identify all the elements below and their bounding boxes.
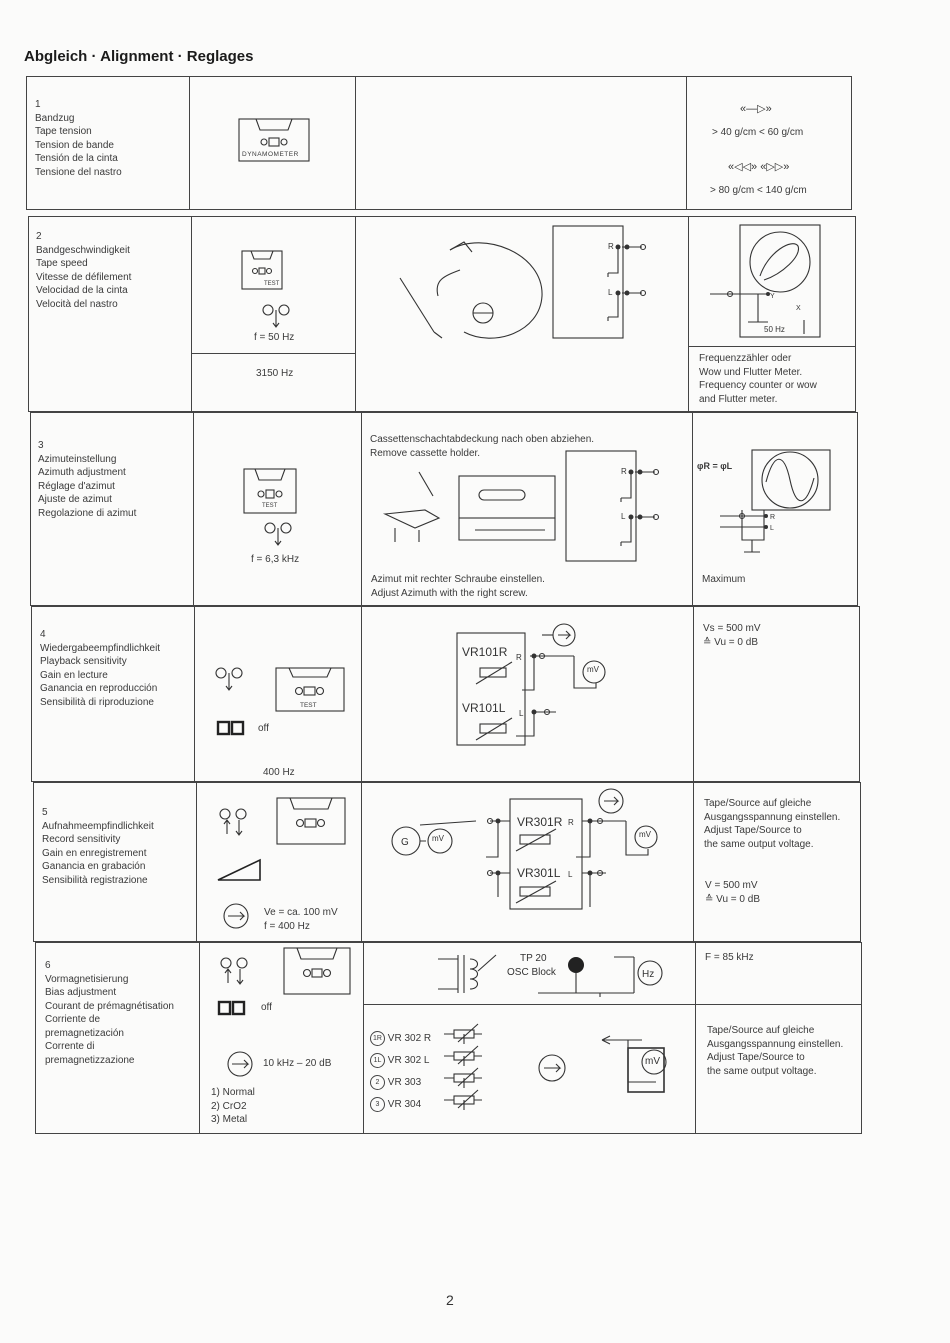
connector-l-label: L: [519, 709, 524, 718]
remove-holder-note: Cassettenschachtabdeckung nach oben abziehen. Remove cassette holder.: [370, 434, 595, 459]
trimmer-badge: 1R: [370, 1031, 385, 1046]
azimuth-result: Maximum: [702, 574, 746, 585]
connector-r-label: R: [516, 653, 522, 662]
step-name-en: Tape tension: [35, 126, 92, 137]
step-name-it: Corrente di: [45, 1041, 95, 1052]
step-name-de: Azimuteinstellung: [38, 453, 117, 465]
divider: [196, 782, 197, 942]
divider: [686, 76, 687, 210]
oscilloscope-diagram: [708, 222, 822, 340]
step-name-de: Vormagnetisierung: [45, 973, 129, 985]
trimmer-label: VR 302 R: [387, 1033, 432, 1044]
record-level-values: V = 500 mV ≙ Vu = 0 dB: [705, 880, 760, 905]
divider: [193, 412, 194, 606]
input-l-label: L: [770, 525, 774, 532]
millivolt-meter-label: mV: [645, 1056, 660, 1067]
step-name-fr: Vitesse de défilement: [36, 271, 132, 283]
row-number: 6: [45, 960, 51, 971]
row-1-description: [35, 98, 122, 179]
step-name-es: Velocidad de la cinta: [36, 285, 128, 296]
connector-r-label: R: [608, 242, 614, 251]
output-connector-diagram: [552, 225, 652, 340]
divider: [688, 346, 856, 347]
blank-cassette-icon: [283, 947, 351, 995]
playback-frequency: 400 Hz: [263, 767, 295, 778]
trimmer-item: [370, 1050, 431, 1072]
tension-spec-play: > 40 g/cm < 60 g/cm: [712, 127, 804, 138]
tension-spec-wind: > 80 g/cm < 140 g/cm: [710, 185, 807, 196]
dolby-state: off: [258, 723, 269, 734]
connector-l-label: L: [568, 870, 573, 879]
test-label: TEST: [262, 503, 278, 509]
vr-r-label: VR301R: [517, 815, 563, 829]
scope-x-label: X: [796, 305, 801, 312]
generator-label: G: [401, 837, 409, 848]
divider: [194, 606, 195, 782]
row-3-description: [38, 439, 136, 520]
step-name-fr: Gain en lecture: [40, 669, 108, 681]
bias-level-note: Tape/Source auf gleiche Ausgangsspannung einstellen. Adjust Tape/Source to the same output voltage.: [707, 1025, 844, 1077]
tp-label: TP 20: [520, 953, 547, 964]
divider: [355, 216, 356, 412]
osc-block-label: OSC Block: [507, 967, 556, 978]
row-2-description: [36, 230, 131, 311]
playback-level-values: Vs = 500 mV ≙ Vu = 0 dB: [703, 623, 761, 648]
trimmer-item: [370, 1028, 431, 1050]
divider: [361, 606, 362, 782]
trimmer-badge: 2: [370, 1075, 385, 1090]
scope-frequency: 50 Hz: [764, 325, 785, 334]
step-name-de: Wiedergabeempfindlichkeit: [40, 642, 161, 654]
generator-setting: 10 kHz – 20 dB: [263, 1058, 332, 1069]
step-name-es: Corriente de: [45, 1014, 101, 1025]
step-name-es-cont: premagnetización: [45, 1027, 124, 1039]
trimmer-item: [370, 1072, 431, 1094]
divider: [361, 412, 362, 606]
divider: [189, 76, 190, 210]
step-name-en: Tape speed: [36, 258, 88, 269]
divider: [191, 353, 355, 354]
row-number: 1: [35, 99, 41, 110]
dynamometer-label: DYNAMOMETER: [242, 151, 299, 158]
step-name-de: Bandzug: [35, 112, 75, 124]
step-name-de: Aufnahmeempfindlichkeit: [42, 820, 154, 832]
svg-text:«—▷»: «—▷»: [740, 103, 772, 115]
output-connector-diagram: [565, 450, 665, 565]
step-name-es: Ganancia en grabación: [42, 861, 146, 872]
connector-r-label: R: [621, 467, 627, 476]
phase-condition: φR = φL: [697, 461, 733, 471]
dolby-state: off: [261, 1002, 272, 1013]
trimmer-badge: 1L: [370, 1053, 385, 1068]
signal-generator-icon: [226, 1050, 256, 1080]
record-reels-icon: [218, 957, 252, 985]
test-frequency: f = 6,3 kHz: [251, 554, 300, 565]
scope-y-label: Y: [770, 293, 775, 300]
divider: [191, 216, 192, 412]
step-name-fr: Tension de bande: [35, 139, 114, 151]
divider: [688, 216, 689, 412]
vr-r-label: VR101R: [462, 645, 508, 659]
connector-l-label: L: [621, 512, 626, 521]
step-name-it-cont: premagnetizzazione: [45, 1054, 135, 1066]
vr-l-label: VR301L: [517, 866, 561, 880]
divider: [693, 606, 694, 782]
divider: [695, 942, 696, 1134]
step-name-en: Playback sensitivity: [40, 656, 127, 667]
divider: [355, 76, 356, 210]
connector-r-label: R: [568, 818, 574, 827]
connector-l-label: L: [608, 288, 613, 297]
page-number: 2: [446, 1292, 454, 1308]
dolby-icon: [216, 720, 246, 736]
blank-cassette-icon: [276, 797, 346, 845]
record-adjust-diagram: [386, 787, 666, 922]
speed-adjust-screwdriver-drawing: [394, 236, 544, 346]
step-name-it: Sensibilità di riproduzione: [40, 696, 154, 708]
record-level-note: Tape/Source auf gleiche Ausgangsspannung einstellen. Adjust Tape/Source to the same output voltage.: [704, 798, 841, 850]
step-name-es: Ajuste de azimut: [38, 494, 112, 505]
record-reels-icon: [217, 808, 251, 836]
step-name-en: Record sensitivity: [42, 834, 121, 845]
divider: [692, 412, 693, 606]
svg-text:«◁◁» «▷▷»: «◁◁» «▷▷»: [728, 161, 790, 173]
step-name-en: Azimuth adjustment: [38, 467, 126, 478]
record-level-ramp-icon: [216, 856, 264, 884]
trimmer-resistor-icons: [442, 1020, 492, 1116]
playback-direction-icon: [740, 100, 804, 116]
speed-test-frequency: 3150 Hz: [256, 368, 294, 379]
vr-l-label: VR101L: [462, 701, 506, 715]
step-name-fr: Courant de prémagnétisation: [45, 1000, 174, 1012]
step-name-es: Ganancia en reproducción: [40, 683, 158, 694]
playback-reels-icon: [262, 522, 296, 550]
trimmer-item: [370, 1094, 431, 1116]
divider: [361, 782, 362, 942]
divider: [199, 942, 200, 1134]
row-number: 3: [38, 440, 44, 451]
step-name-it: Tensione del nastro: [35, 166, 122, 178]
trimmer-label: VR 304: [387, 1099, 422, 1110]
step-name-fr: Gain en enregistrement: [42, 847, 147, 859]
trimmer-badge: 3: [370, 1097, 385, 1112]
speed-measurement-note: Frequenzzähler oder Wow und Flutter Meter. Frequency counter or wow and Flutter meter.: [699, 353, 817, 405]
step-name-es: Tensión de la cinta: [35, 153, 118, 164]
azimuth-adjust-drawing: [375, 470, 560, 555]
divider: [363, 942, 364, 1134]
generator-setting: Ve = ca. 100 mV f = 400 Hz: [264, 907, 338, 932]
frequency-counter-label: Hz: [642, 969, 655, 980]
millivolt-meter-label: mV: [432, 834, 444, 843]
signal-generator-icon: [222, 902, 252, 932]
test-label: TEST: [264, 281, 280, 287]
tape-type-list: 1) Normal 2) CrO2 3) Metal: [211, 1087, 255, 1125]
output-meter-label: mV: [639, 830, 651, 839]
step-name-it: Regolazione di azimut: [38, 507, 137, 519]
row-number: 5: [42, 807, 48, 818]
divider: [363, 1004, 862, 1005]
playback-reels-icon: [260, 304, 294, 332]
input-r-label: R: [770, 514, 776, 521]
bias-frequency-diagram: [434, 945, 670, 1001]
fast-wind-direction-icon: [728, 158, 818, 174]
trimmer-label: VR 302 L: [387, 1055, 430, 1066]
row-6-description: [45, 959, 174, 1067]
divider: [693, 782, 694, 942]
bias-frequency-value: F = 85 kHz: [705, 952, 754, 963]
step-name-fr: Réglage d'azimut: [38, 480, 115, 492]
bias-output-diagram: [536, 1032, 676, 1096]
row-number: 2: [36, 231, 42, 242]
test-label: TEST: [300, 702, 317, 709]
row-number: 4: [40, 629, 46, 640]
step-name-it: Sensibilità registrazione: [42, 874, 148, 886]
playback-reels-icon: [213, 667, 247, 695]
row-5-description: [42, 806, 154, 887]
trimmer-label: VR 303: [387, 1077, 422, 1088]
row-4-description: [40, 628, 160, 709]
test-frequency: f = 50 Hz: [254, 332, 295, 343]
bias-trimmer-list: [370, 1028, 431, 1116]
step-name-it: Velocità del nastro: [36, 298, 118, 310]
millivolt-meter-label: mV: [587, 665, 599, 674]
step-name-en: Bias adjustment: [45, 987, 117, 998]
page-title: Abgleich · Alignment · Reglages: [24, 48, 254, 65]
azimuth-screw-note: Azimut mit rechter Schraube einstellen. Adjust Azimuth with the right screw.: [371, 574, 545, 599]
playback-adjust-diagram: [456, 622, 616, 752]
phase-scope-diagram: [718, 448, 832, 558]
step-name-de: Bandgeschwindigkeit: [36, 244, 130, 256]
dolby-icon: [217, 1000, 247, 1016]
